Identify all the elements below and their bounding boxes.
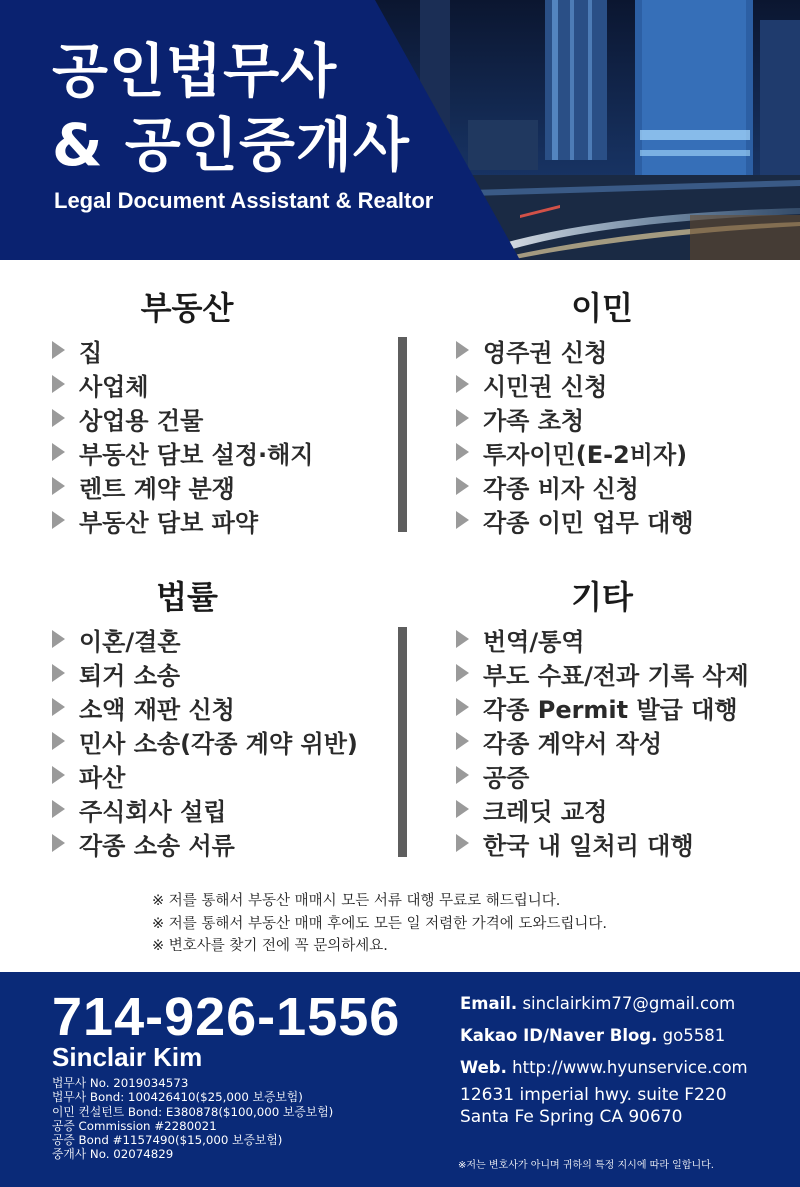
triangle-bullet-icon — [52, 375, 65, 393]
list-item: 집 — [52, 333, 313, 367]
triangle-bullet-icon — [52, 698, 65, 716]
list-item: 영주권 신청 — [456, 333, 694, 367]
email-row — [460, 988, 748, 1020]
address-line1: 12631 imperial hwy. suite F220 — [460, 1085, 727, 1105]
triangle-bullet-icon — [456, 443, 469, 461]
triangle-bullet-icon — [52, 477, 65, 495]
triangle-bullet-icon — [52, 800, 65, 818]
address-line2: Santa Fe Spring CA 90670 — [460, 1107, 683, 1127]
web-link[interactable]: http://www.hyunservice.com — [512, 1058, 748, 1077]
list-item: 각종 이민 업무 대행 — [456, 503, 694, 537]
contact-info — [460, 988, 748, 1084]
list-item: 주식회사 설립 — [52, 792, 358, 826]
triangle-bullet-icon — [52, 511, 65, 529]
kakao-label: Kakao ID/Naver Blog. — [460, 1026, 658, 1045]
triangle-bullet-icon — [52, 834, 65, 852]
license-line: 법무사 No. 2019034573 — [52, 1076, 189, 1090]
email-label: Email. — [460, 994, 518, 1013]
triangle-bullet-icon — [456, 375, 469, 393]
triangle-bullet-icon — [456, 766, 469, 784]
list-item: 시민권 신청 — [456, 367, 694, 401]
triangle-bullet-icon — [52, 664, 65, 682]
list-item: 파산 — [52, 758, 358, 792]
triangle-bullet-icon — [456, 698, 469, 716]
list-item: 민사 소송(각종 계약 위반) — [52, 724, 358, 758]
triangle-bullet-icon — [52, 409, 65, 427]
license-line: 이민 컨설턴트 Bond: E380878($100,000 보증보험) — [52, 1104, 334, 1119]
section-title-real-estate: 부동산 — [140, 289, 234, 327]
list-item: 이혼/결혼 — [52, 622, 358, 656]
kakao-row — [460, 1020, 748, 1052]
list-item: 각종 비자 신청 — [456, 469, 694, 503]
list-item: 상업용 건물 — [52, 401, 313, 435]
note-line: ※ 저를 통해서 부동산 매매 후에도 모든 일 저렴한 가격에 도와드립니다. — [152, 915, 608, 932]
triangle-bullet-icon — [456, 664, 469, 682]
note-line: ※ 변호사를 찾기 전에 꼭 문의하세요. — [152, 938, 388, 954]
list-item: 각종 Permit 발급 대행 — [456, 690, 749, 724]
notes — [152, 890, 607, 958]
section-title-other: 기타 — [571, 578, 633, 616]
header-banner — [0, 0, 800, 260]
column-divider-bottom — [398, 627, 407, 857]
triangle-bullet-icon — [456, 477, 469, 495]
list-item: 부도 수표/전과 기록 삭제 — [456, 656, 749, 690]
kakao-id: go5581 — [662, 1026, 726, 1045]
triangle-bullet-icon — [456, 511, 469, 529]
triangle-bullet-icon — [456, 341, 469, 359]
triangle-bullet-icon — [52, 341, 65, 359]
license-line: 법무사 Bond: 100426410($25,000 보증보험) — [52, 1090, 303, 1105]
list-item: 크레딧 교정 — [456, 792, 749, 826]
license-line: 공증 Commission #2280021 — [52, 1118, 217, 1133]
disclaimer: ※저는 변호사가 아니며 귀하의 특정 지시에 따라 일합니다. — [458, 1160, 714, 1171]
triangle-bullet-icon — [456, 409, 469, 427]
real-estate-list — [52, 333, 313, 537]
immigration-list — [456, 333, 694, 537]
section-title-immigration: 이민 — [571, 289, 633, 327]
list-item: 가족 초청 — [456, 401, 694, 435]
web-label: Web. — [460, 1058, 507, 1077]
triangle-bullet-icon — [456, 732, 469, 750]
other-list — [456, 622, 749, 860]
list-item: 사업체 — [52, 367, 313, 401]
agent-name: Sinclair Kim — [52, 1042, 203, 1072]
email-link[interactable]: sinclairkim77@gmail.com — [522, 994, 736, 1013]
list-item: 렌트 계약 분쟁 — [52, 469, 313, 503]
triangle-bullet-icon — [456, 800, 469, 818]
list-item: 각종 소송 서류 — [52, 826, 358, 860]
list-item: 한국 내 일처리 대행 — [456, 826, 749, 860]
list-item: 투자이민(E-2비자) — [456, 435, 694, 469]
page-subtitle: Legal Document Assistant & Realtor — [54, 188, 434, 213]
triangle-bullet-icon — [52, 732, 65, 750]
list-item: 부동산 담보 파약 — [52, 503, 313, 537]
contact-footer — [0, 972, 800, 1187]
page-title-line2: & 공인중개사 — [52, 111, 410, 179]
law-list — [52, 622, 358, 860]
license-line: 공증 Bond #1157490($15,000 보증보험) — [52, 1133, 283, 1148]
license-list — [52, 1076, 333, 1162]
web-row — [460, 1052, 748, 1084]
list-item: 소액 재판 신청 — [52, 690, 358, 724]
office-address — [460, 1084, 727, 1128]
phone-number[interactable]: 714-926-1556 — [52, 987, 401, 1047]
triangle-bullet-icon — [456, 630, 469, 648]
list-item: 공증 — [456, 758, 749, 792]
list-item: 번역/통역 — [456, 622, 749, 656]
triangle-bullet-icon — [52, 630, 65, 648]
license-line: 중개사 No. 02074829 — [52, 1147, 174, 1162]
triangle-bullet-icon — [456, 834, 469, 852]
column-divider-top — [398, 337, 407, 532]
list-item: 각종 계약서 작성 — [456, 724, 749, 758]
note-line: ※ 저를 통해서 부동산 매매시 모든 서류 대행 무료로 해드립니다. — [152, 893, 561, 909]
list-item: 부동산 담보 설정·해지 — [52, 435, 313, 469]
section-title-law: 법률 — [156, 578, 218, 616]
list-item: 퇴거 소송 — [52, 656, 358, 690]
triangle-bullet-icon — [52, 766, 65, 784]
triangle-bullet-icon — [52, 443, 65, 461]
page-title-line1: 공인법무사 — [52, 37, 338, 105]
